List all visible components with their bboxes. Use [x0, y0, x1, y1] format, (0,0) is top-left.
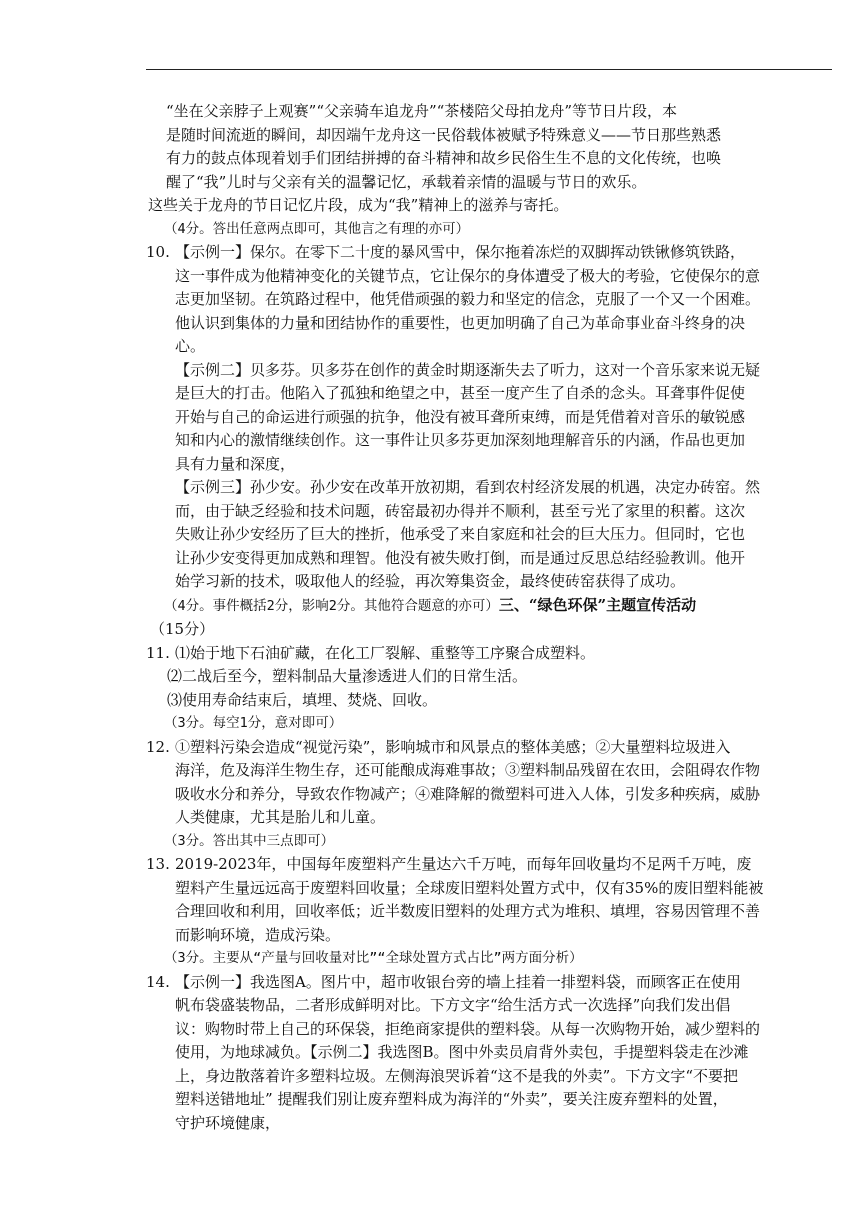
q9-line: “坐在父亲脖子上观赛”“父亲骑车追龙舟”“茶楼陪父母拍龙舟”等节日片段，本	[166, 102, 678, 120]
q11-item: ⑴始于地下石油矿藏，在化工厂裂解、重整等工序聚合成塑料。	[175, 643, 596, 662]
q12-line: 人类健康，尤其是胎儿和儿童。	[175, 808, 386, 826]
question-10	[146, 241, 786, 594]
question-13	[146, 853, 786, 947]
q10-ex3-line: 始学习新的技术，吸取他人的经验，再次筹集资金，最终使砖窑获得了成功。	[175, 572, 686, 590]
q10-ex3-line: 让孙少安变得更加成熟和理智。他没有被失败打倒，而是通过反思总结经验教训。他开	[175, 548, 746, 567]
q12-number: 12.	[146, 737, 170, 756]
q10-ex3-line: 而，由于缺乏经验和技术问题，砖窑最初办得并不顺利，甚至亏光了家里的积蓄。这次	[175, 501, 746, 520]
q14-number: 14.	[146, 972, 170, 991]
q11-item: ⑵二战后至今，塑料制品大量渗透进人们的日常生活。	[167, 667, 528, 685]
q11-score: （3分。每空1分，意对即可）	[164, 715, 343, 731]
q14-line: 塑料送错地址” 提醒我们别让废弃塑料成为海洋的“外卖”，要关注废弃塑料的处置，	[175, 1090, 728, 1108]
q11-number: 11.	[146, 643, 170, 662]
q12-line: 海洋，危及海洋生物生存，还可能酿成海难事故；③塑料制品残留在农田，会阻碍农作物	[175, 761, 761, 779]
q10-number: 10.	[146, 243, 170, 261]
q14-line: 议：购物时带上自己的环保袋，拒绝商家提供的塑料袋。从每一次购物开始，减少塑料的	[175, 1019, 761, 1038]
q10-ex1-line: 志更加坚韧。在筑路过程中，他凭借顽强的毅力和坚定的信念，克服了一个又一个困难。	[175, 290, 761, 308]
q10-ex2-line: 是巨大的打击。他陷入了孤独和绝望之中，甚至一度产生了自杀的念头。耳聋事件促使	[175, 384, 746, 402]
q10-ex3-line: 【示例三】孙少安。孙少安在改革开放初期，看到农村经济发展的机遇，决定办砖窑。然	[175, 478, 761, 496]
q13-line: 合理回收和利用，回收率低；近半数废旧塑料的处理方式为堆积、填埋，容易因管理不善	[175, 902, 761, 920]
q10-ex3-line: 失败让孙少安经历了巨大的挫折，他承受了来自家庭和社会的巨大压力。但同时，它也	[175, 525, 746, 543]
q11-item: ⑶使用寿命结束后，填埋、焚烧、回收。	[167, 690, 438, 709]
header-rule	[146, 69, 832, 70]
q9-line: 这些关于龙舟的节日记忆片段，成为“我”精神上的滋养与寄托。	[148, 196, 569, 214]
q9-line: 醒了“我”儿时与父亲有关的温馨记忆，承载着亲情的温暖与节日的欢乐。	[166, 172, 647, 191]
q13-line: 2019-2023年，中国每年废塑料产生量达六千万吨，而每年回收量均不足两千万吨，废	[175, 855, 752, 873]
q14-line: 帆布袋盛装物品，二者形成鲜明对比。下方文字“给生活方式一次选择”向我们发出倡	[175, 996, 731, 1014]
q9-line: 有力的鼓点体现着划手们团结拼搏的奋斗精神和故乡民俗生生不息的文化传统，也唤	[166, 149, 722, 167]
question-14	[146, 971, 786, 1136]
q10-ex2-line: 开始与自己的命运进行顽强的抗争，他没有被耳聋所束缚，而是凭借着对音乐的敏锐感	[175, 407, 746, 426]
q10-ex2-line: 知和内心的激情继续创作。这一事件让贝多芬更加深刻地理解音乐的内涵，作品也更加	[175, 431, 746, 449]
q13-score: （3分。主要从“产量与回收量对比”“全球处置方式占比”两方面分析）	[164, 950, 583, 966]
q10-ex2-line: 【示例二】贝多芬。贝多芬在创作的黄金时期逐渐失去了听力，这对一个音乐家来说无疑	[175, 360, 761, 379]
q14-line: 守护环境健康，	[175, 1113, 281, 1132]
q13-line: 而影响环境，造成污染。	[175, 925, 341, 944]
q13-line: 塑料产生量远远高于废塑料回收量；全球废旧塑料处置方式中，仅有35%的废旧塑料能被	[175, 878, 764, 897]
q12-line: 吸收水分和养分，导致农作物减产；④难降解的微塑料可进入人体，引发多种疾病，威胁	[175, 784, 761, 803]
answer-document	[146, 100, 786, 1135]
section-title: 三、“绿色环保”主题宣传活动	[498, 595, 697, 614]
q10-ex1-line: 这一事件成为他精神变化的关键节点，它让保尔的身体遭受了极大的考验，它使保尔的意	[175, 266, 761, 285]
q12-score: （3分。答出其中三点即可）	[164, 832, 335, 849]
q9-score: （4分。答出任意两点即可，其他言之有理的亦可）	[164, 220, 470, 237]
q10-ex1-line: 他认识到集体的力量和团结协作的重要性，也更加明确了自己为革命事业奋斗终身的决	[175, 313, 746, 332]
q10-ex2-line: 具有力量和深度，	[175, 454, 296, 473]
q13-number: 13.	[146, 855, 170, 873]
q9-line: 是随时间流逝的瞬间，却因端午龙舟这一民俗载体被赋予特殊意义——节日那些熟悉	[166, 125, 722, 144]
question-11	[146, 642, 786, 713]
q14-line: 上，身边散落着许多塑料垃圾。左侧海浪哭诉着“这不是我的外卖”。下方文字“不要把	[175, 1066, 739, 1085]
section-points: （15分）	[150, 620, 215, 638]
q10-ex1-line: 心。	[175, 337, 206, 355]
q10-score-and-section	[146, 594, 786, 619]
q12-line: ①塑料污染会造成“视觉污染”，影响城市和风景点的整体美感；②大量塑料垃圾进入	[175, 737, 731, 756]
q14-line: 使用，为地球减负。【示例二】我选图B。图中外卖员肩背外卖包，手提塑料袋走在沙滩	[175, 1043, 749, 1061]
q10-ex1-line: 【示例一】保尔。在零下二十度的暴风雪中，保尔拖着冻烂的双脚挥动铁锹修筑铁路，	[175, 243, 746, 261]
q10-score: （4分。事件概括2分，影响2分。其他符合题意的亦可）	[164, 597, 499, 614]
q14-line: 【示例一】我选图A。图片中，超市收银台旁的墙上挂着一排塑料袋，而顾客正在使用	[175, 972, 741, 991]
question-12	[146, 736, 786, 830]
